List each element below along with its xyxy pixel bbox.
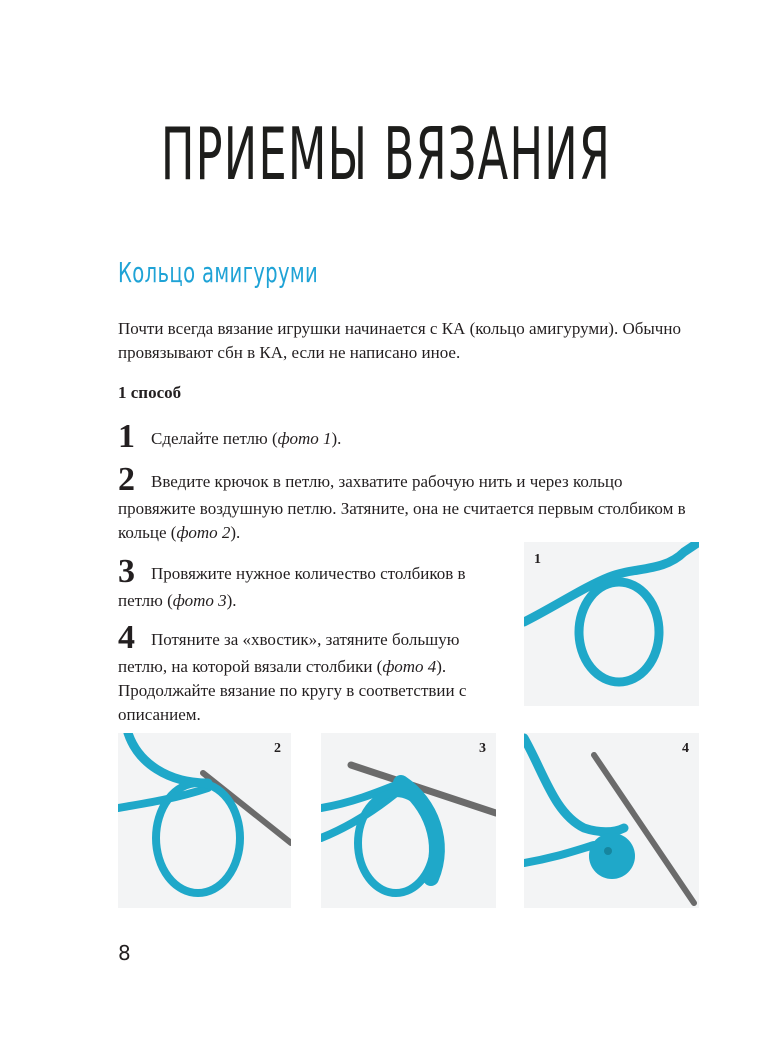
photo-3 bbox=[321, 733, 496, 908]
step-text: Провяжите нужное количество столбиков в петлю ( bbox=[118, 564, 466, 610]
step-1 bbox=[118, 420, 678, 454]
photo-4 bbox=[524, 733, 699, 908]
step-text: Потяните за «хвостик», затяните большую петлю, на которой вязали столбики ( bbox=[118, 630, 460, 676]
step-end: ). bbox=[331, 429, 342, 448]
photo-1 bbox=[524, 542, 699, 706]
intro-paragraph: Почти всегда вязание игрушки начинается с КА (кольцо амигуруми). Обычно провязывают сбн в КА, если не написано иное. bbox=[118, 319, 681, 362]
photo-label: 3 bbox=[479, 741, 486, 756]
ring-tightened-illustration bbox=[524, 733, 699, 908]
stitches-illustration bbox=[321, 733, 496, 908]
step-end: ). bbox=[226, 591, 237, 610]
step-end: ). bbox=[230, 523, 241, 542]
hook-loop-illustration bbox=[118, 733, 291, 908]
step-number: 1 bbox=[118, 418, 135, 455]
step-text: Сделайте петлю ( bbox=[151, 429, 278, 448]
step-text: Введите крючок в петлю, захватите рабочую нить и через кольцо провяжите воздушную петлю. Затяните, она не считается первым столбиком в кольце ( bbox=[118, 472, 686, 542]
step-4 bbox=[118, 621, 503, 727]
step-2 bbox=[118, 463, 698, 545]
photo-label: 4 bbox=[682, 741, 689, 756]
page-number: 8 bbox=[118, 941, 131, 965]
step-number: 4 bbox=[118, 619, 135, 656]
step-number: 3 bbox=[118, 553, 135, 590]
step-number: 2 bbox=[118, 461, 135, 498]
photo-label: 2 bbox=[274, 741, 281, 756]
step-3 bbox=[118, 555, 498, 613]
photo-2 bbox=[118, 733, 291, 908]
yarn-loop-illustration bbox=[524, 542, 699, 706]
section-heading: Кольцо амигуруми bbox=[118, 256, 319, 289]
photo-ref: фото 1 bbox=[277, 429, 332, 448]
photo-label: 1 bbox=[534, 552, 541, 567]
method-label: 1 способ bbox=[118, 383, 182, 402]
page-title: ПРИЕМЫ ВЯЗАНИЯ bbox=[160, 112, 612, 196]
photo-ref: фото 2 bbox=[176, 523, 231, 542]
photo-ref: фото 3 bbox=[172, 591, 227, 610]
step-end: ). Продолжайте вязание по кругу в соответствии с описанием. bbox=[118, 657, 467, 724]
photo-ref: фото 4 bbox=[382, 657, 437, 676]
